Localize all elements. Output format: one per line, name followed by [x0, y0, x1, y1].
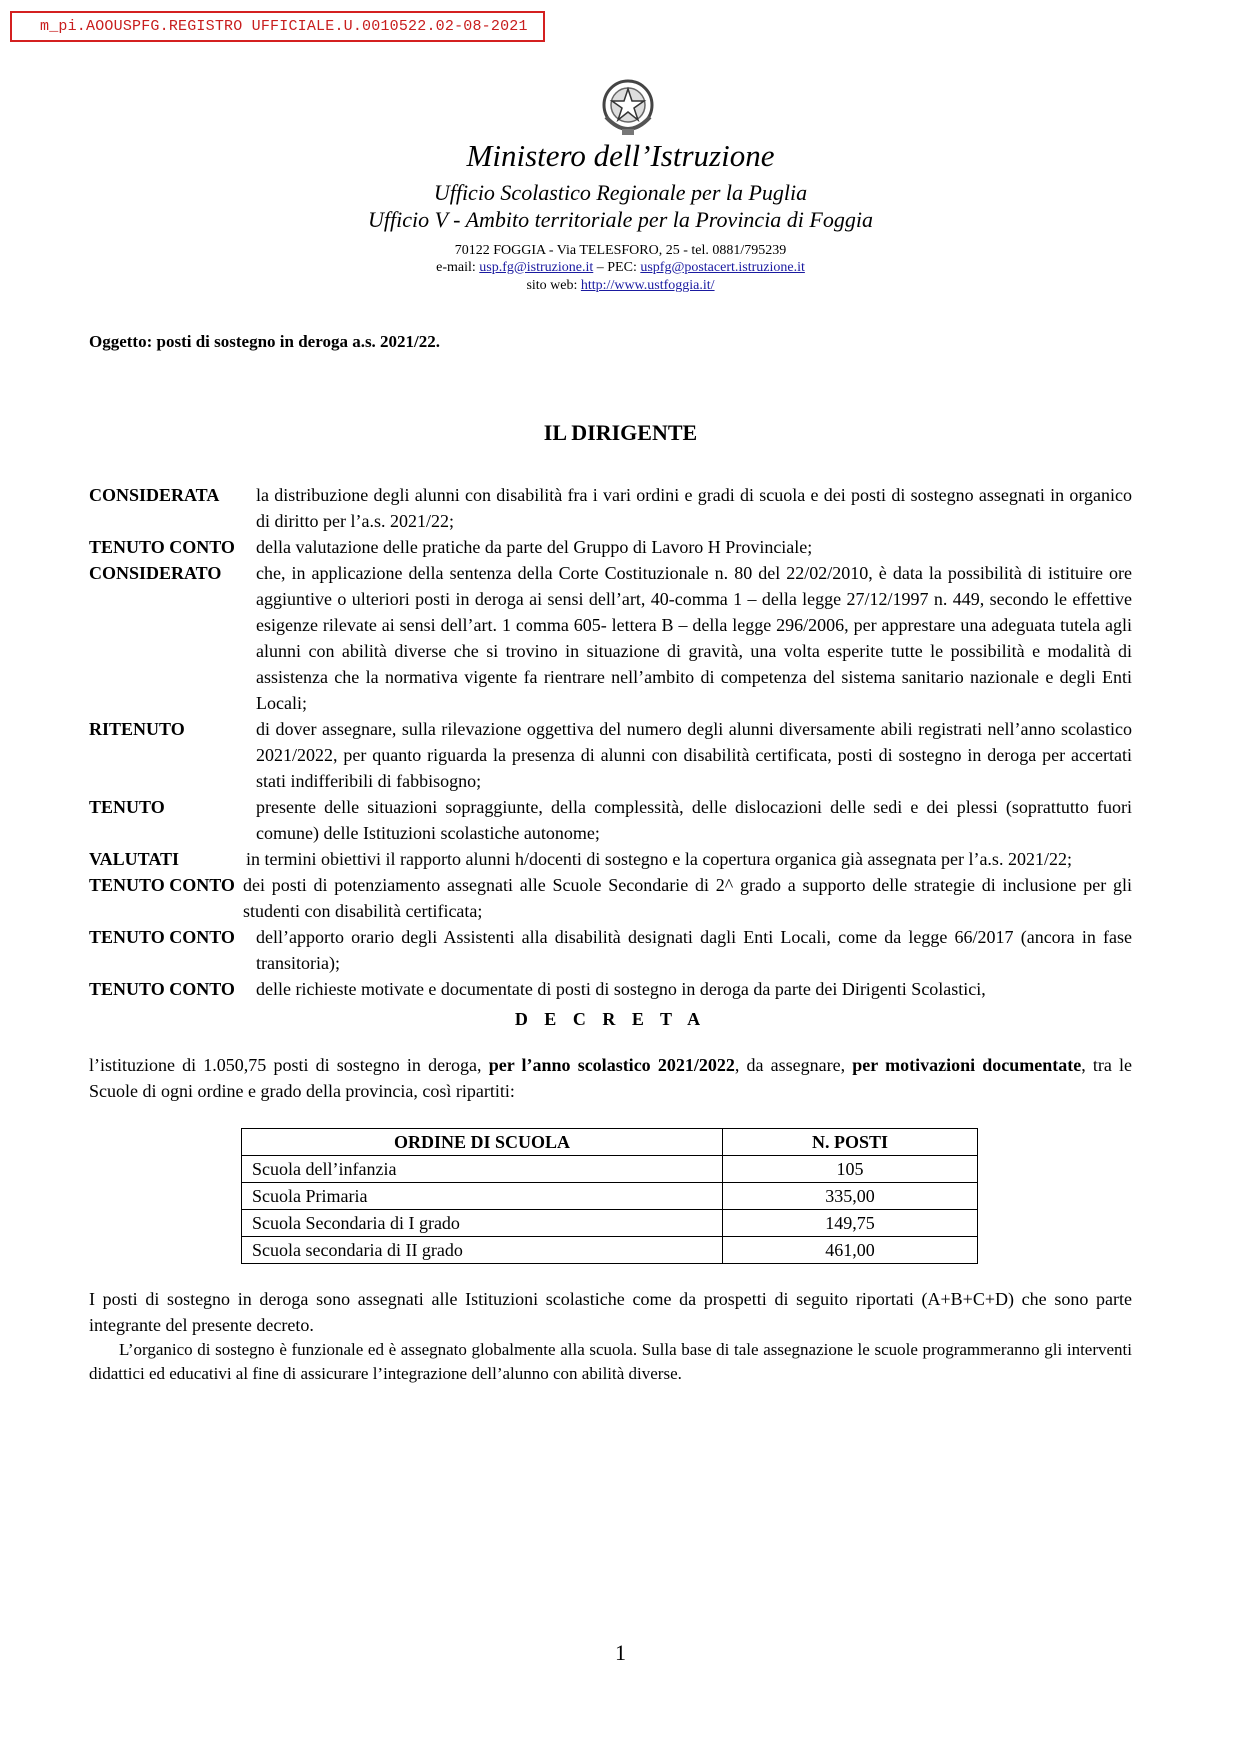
clause-label: TENUTO CONTO — [89, 927, 235, 947]
website-label: sito web: — [526, 278, 581, 293]
posts-count-cell: 149,75 — [723, 1210, 978, 1237]
table-header-row — [242, 1129, 978, 1156]
regional-office: Ufficio Scolastico Regionale per la Puglia — [433, 180, 808, 205]
clause-label: TENUTO CONTO — [89, 979, 235, 999]
closing-paragraph: L’organico di sostegno è funzionale ed è assegnato globalmente alla scuola. Sulla base di tale assegnazione le scuole programmeranno gli interventi didattici ed educativi al fine di assicurare l’integrazione dell’alunno con abilità diverse. — [89, 1340, 1132, 1383]
italian-republic-emblem-icon — [598, 75, 658, 141]
clause — [89, 716, 1132, 794]
decree-text: l’istituzione di 1.050,75 posti di sostegno in deroga, — [89, 1055, 489, 1075]
clause-label: VALUTATI — [89, 849, 180, 869]
table-row — [242, 1237, 978, 1264]
subject-line: Oggetto: posti di sostegno in deroga a.s. 2021/22. — [89, 332, 441, 351]
clause — [89, 560, 1132, 716]
school-order-cell: Scuola Secondaria di I grado — [242, 1210, 723, 1237]
clause — [89, 924, 1132, 976]
page-number: 1 — [615, 1640, 626, 1665]
clause-label: RITENUTO — [89, 719, 185, 739]
website-link[interactable]: http://www.ustfoggia.it/ — [580, 278, 715, 293]
school-order-cell: Scuola secondaria di II grado — [242, 1237, 723, 1264]
clause-label: TENUTO CONTO — [89, 537, 235, 557]
clause-text: la distribuzione degli alunni con disabilità fra i vari ordini e gradi di scuola e dei posti di sostegno assegnati in organico di diritto per l’a.s. 2021/22; — [256, 485, 1132, 531]
clause-label: TENUTO CONTO — [89, 875, 235, 895]
posts-table — [241, 1128, 978, 1264]
clause — [89, 794, 1132, 846]
clause-text: che, in applicazione della sentenza della Corte Costituzionale n. 80 del 22/02/2010, è data la possibilità di istituire ore aggiuntive o ulteriori posti in deroga ai sensi dell’art, 40-comma 1 – della legge 27/12/1997 n. 449, secondo le effettive esigenze rilevate ai sensi dell’art. 1 comma 605- lettera B – della legge 296/2006, per apprestare una adeguata tutela agli alunni con abilità diverse che si trovino in situazione di gravità, una volta esperite tutte le possibilità e modalità di assistenza che la normativa vigente fa rientrare nell’ambito di competenza del sistema sanitario nazionale e degli Enti Locali; — [256, 563, 1132, 713]
clause — [89, 872, 1132, 924]
email-link[interactable]: usp.fg@istruzione.it — [479, 260, 594, 275]
clause-text: delle richieste motivate e documentate di posti di sostegno in deroga da parte dei Dirigenti Scolastici, — [256, 979, 986, 999]
posts-count-cell: 461,00 — [723, 1237, 978, 1264]
website — [0, 278, 1241, 294]
office-address: 70122 FOGGIA - Via TELESFORO, 25 - tel. 0881/795239 — [454, 243, 787, 258]
contact-emails — [0, 260, 1241, 276]
clause-text: in termini obiettivi il rapporto alunni h/docenti di sostegno e la copertura organica già assegnata per l’a.s. 2021/22; — [246, 849, 1072, 869]
decree-text: , da assegnare, — [734, 1055, 853, 1075]
clause-text: dei posti di potenziamento assegnati alle Scuole Secondarie di 2^ grado a supporto delle strategie di inclusione per gli studenti con disabilità certificata; — [243, 875, 1132, 921]
clause — [89, 846, 1132, 872]
protocol-stamp: m_pi.AOOUSPFG.REGISTRO UFFICIALE.U.0010522.02-08-2021 — [10, 11, 545, 42]
document-title: IL DIRIGENTE — [543, 420, 698, 445]
table-row — [242, 1210, 978, 1237]
table-row — [242, 1183, 978, 1210]
clause — [89, 976, 1132, 1002]
clause-label: CONSIDERATO — [89, 563, 222, 583]
decree-paragraph — [89, 1052, 1132, 1104]
pec-label: – PEC: — [593, 260, 641, 275]
table-row — [242, 1156, 978, 1183]
ministry-name: Ministero dell’Istruzione — [466, 138, 775, 173]
posts-count-cell: 335,00 — [723, 1183, 978, 1210]
clause — [89, 534, 1132, 560]
decree-text: , tra le Scuole di ogni ordine e grado della provincia, così ripartiti: — [89, 1055, 1133, 1101]
clause-text: presente delle situazioni sopraggiunte, della complessità, delle dislocazioni delle sedi e dei plessi (soprattutto fuori comune) delle Istituzioni scolastiche autonome; — [256, 797, 1132, 843]
posts-count-cell: 105 — [723, 1156, 978, 1183]
school-order-cell: Scuola dell’infanzia — [242, 1156, 723, 1183]
email-label: e-mail: — [436, 260, 480, 275]
clause-label: CONSIDERATA — [89, 485, 220, 505]
clause-text: della valutazione delle pratiche da parte del Gruppo di Lavoro H Provinciale; — [256, 537, 813, 557]
decree-heading: D E C R E T A — [514, 1009, 707, 1029]
school-order-cell: Scuola Primaria — [242, 1183, 723, 1210]
pec-link[interactable]: uspfg@postacert.istruzione.it — [640, 260, 805, 275]
closing-paragraph: I posti di sostegno in deroga sono assegnati alle Istituzioni scolastiche come da prospetti di seguito riportati (A+B+C+D) che sono parte integrante del presente decreto. — [89, 1289, 1132, 1335]
decree-motivation: per motivazioni documentate — [852, 1055, 1082, 1075]
column-header: ORDINE DI SCUOLA — [242, 1129, 723, 1156]
clause — [89, 482, 1132, 534]
clause-text: di dover assegnare, sulla rilevazione oggettiva del numero degli alunni diversamente abili registrati nell’anno scolastico 2021/2022, per quanto riguarda la presenza di alunni con disabilità certificata, posti di sostegno in deroga per accertati stati indifferibili di fabbisogno; — [256, 719, 1132, 791]
decree-year: per l’anno scolastico 2021/2022 — [488, 1055, 735, 1075]
local-office: Ufficio V - Ambito territoriale per la Provincia di Foggia — [368, 207, 873, 232]
clause-label: TENUTO — [89, 797, 165, 817]
column-header: N. POSTI — [723, 1129, 978, 1156]
document-body — [89, 482, 1132, 1386]
clause-text: dell’apporto orario degli Assistenti alla disabilità designati dagli Enti Locali, come da legge 66/2017 (ancora in fase transitoria); — [256, 927, 1132, 973]
